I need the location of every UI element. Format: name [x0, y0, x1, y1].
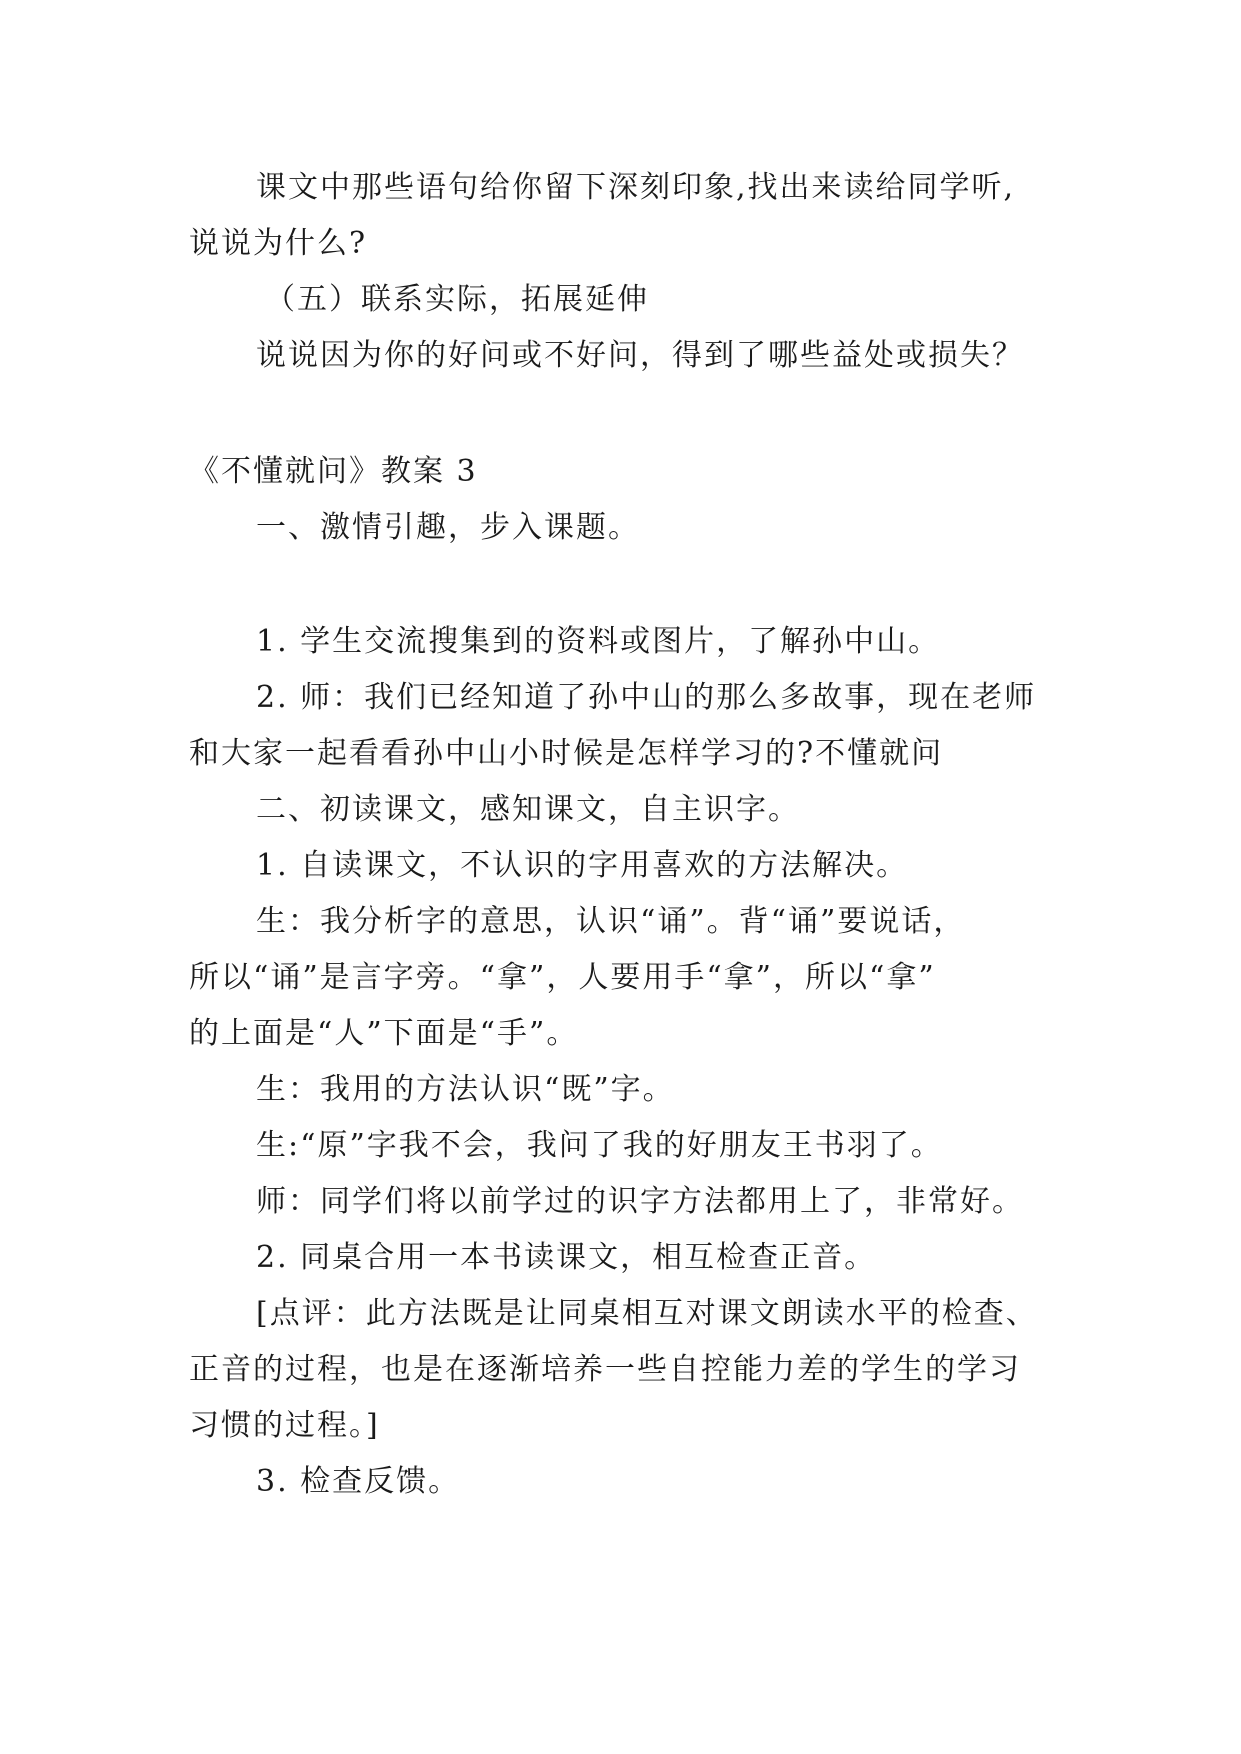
paragraph-line: 1. 学生交流搜集到的资料或图片，了解孙中山。 — [256, 624, 941, 659]
paragraph-line: 生：我用的方法认识“既”字。 — [256, 1072, 675, 1107]
paragraph-line: 1. 自读课文，不认识的字用喜欢的方法解决。 — [256, 848, 909, 883]
paragraph-line: 生：我分析字的意思，认识“诵”。背“诵”要说话， — [256, 904, 966, 939]
paragraph-line: 所以“诵”是言字旁。“拿”，人要用手“拿”，所以“拿” — [189, 960, 936, 995]
paragraph-line: 和大家一起看看孙中山小时候是怎样学习的?不懂就问 — [189, 736, 944, 771]
paragraph-line: 正音的过程，也是在逐渐培养一些自控能力差的学生的学习 — [189, 1352, 1021, 1387]
document-title: 《不懂就问》教案 3 — [189, 454, 478, 489]
paragraph-line: 2. 师：我们已经知道了孙中山的那么多故事，现在老师 — [256, 680, 1037, 715]
paragraph-line: 习惯的过程。] — [189, 1408, 380, 1443]
paragraph-line: 说说因为你的好问或不好问，得到了哪些益处或损失？ — [256, 338, 1024, 373]
paragraph-line: 的上面是“人”下面是“手”。 — [189, 1016, 579, 1051]
section-heading: 一、激情引趣，步入课题。 — [256, 510, 640, 545]
paragraph-line: 师：同学们将以前学过的识字方法都用上了，非常好。 — [256, 1184, 1024, 1219]
paragraph-line: 课文中那些语句给你留下深刻印象,找出来读给同学听, — [256, 170, 1016, 205]
paragraph-line: [点评：此方法既是让同桌相互对课文朗读水平的检查、 — [256, 1296, 1038, 1331]
paragraph-line: 2. 同桌合用一本书读课文，相互检查正音。 — [256, 1240, 877, 1275]
section-heading: （五）联系实际，拓展延伸 — [265, 282, 649, 317]
section-heading: 二、初读课文，感知课文，自主识字。 — [256, 792, 800, 827]
paragraph-line: 说说为什么? — [189, 226, 368, 261]
paragraph-line: 3. 检查反馈。 — [256, 1464, 461, 1499]
paragraph-line: 生:“原”字我不会，我问了我的好朋友王书羽了。 — [256, 1128, 943, 1163]
